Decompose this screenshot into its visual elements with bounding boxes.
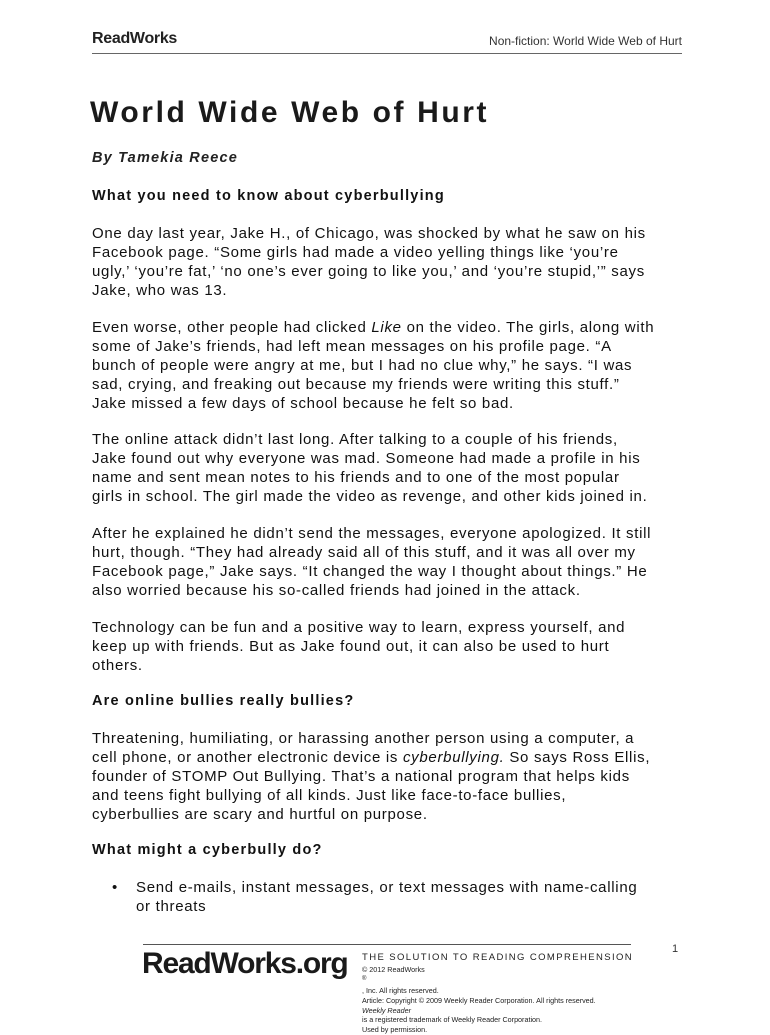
bullet-line: or threats bbox=[136, 898, 207, 915]
page-header bbox=[92, 28, 682, 52]
paragraph-line: sad, crying, and freaking out because my friends were writing this stuff.” bbox=[92, 376, 620, 393]
text-run: is a registered trademark of Weekly Reader Corporation. bbox=[362, 1015, 543, 1025]
section-heading-online-bullies: Are online bullies really bullies? bbox=[92, 693, 355, 709]
paragraph-line: cyberbullies are scary and hurtful on purpose. bbox=[92, 806, 428, 823]
paragraph-line: Facebook page,” Jake says. “It changed the way I thought about things.” He bbox=[92, 563, 648, 580]
text-run: © 2012 ReadWorks bbox=[362, 965, 425, 974]
footer-divider bbox=[143, 944, 631, 945]
paragraph-line: ugly,’ ‘you’re fat,’ ‘no one’s ever going to like you,’ and ‘you’re stupid,’” says bbox=[92, 263, 645, 280]
article-byline: By Tamekia Reece bbox=[92, 150, 239, 166]
paragraph-line: Technology can be fun and a positive way to learn, express yourself, and bbox=[92, 619, 626, 636]
text-run: So says Ross Ellis, bbox=[504, 749, 651, 766]
paragraph-line: The online attack didn’t last long. After talking to a couple of his friends, bbox=[92, 431, 618, 448]
bullet-text bbox=[136, 878, 696, 916]
text-run: , Inc. All rights reserved. bbox=[362, 985, 439, 995]
paragraph-line: Facebook page. “Some girls had made a video yelling things like ‘you’re bbox=[92, 244, 619, 261]
article-copyright-line: Article: Copyright © 2009 Weekly Reader Corporation. All rights reserved. bbox=[362, 995, 596, 1005]
paragraph-line: Jake, who was 13. bbox=[92, 282, 228, 299]
paragraph-5 bbox=[92, 618, 692, 675]
paragraph-3 bbox=[92, 430, 692, 506]
paragraph-line: others. bbox=[92, 657, 143, 674]
paragraph-line: After he explained he didn’t send the messages, everyone apologized. It still bbox=[92, 525, 652, 542]
paragraph-line: keep up with friends. But as Jake found out, it can also be used to hurt bbox=[92, 638, 610, 655]
copyright-line bbox=[362, 965, 596, 996]
permission-line: Used by permission. bbox=[362, 1025, 428, 1035]
text-run: Even worse, other people had clicked bbox=[92, 319, 372, 336]
header-divider bbox=[92, 53, 682, 54]
registered-mark: ® bbox=[362, 975, 367, 982]
footer-legal-text bbox=[362, 965, 596, 1035]
section-heading-cyberbullying: What you need to know about cyberbullying bbox=[92, 188, 445, 204]
article-title: World Wide Web of Hurt bbox=[90, 96, 490, 129]
trademark-name: Weekly Reader bbox=[362, 1005, 412, 1015]
header-genre-title: Non-fiction: World Wide Web of Hurt bbox=[489, 34, 682, 48]
like-emphasis: Like bbox=[371, 319, 402, 336]
paragraph-line: Jake missed a few days of school because he felt so bad. bbox=[92, 395, 514, 412]
paragraph-6 bbox=[92, 729, 692, 824]
paragraph-line: girls in school. The girl made the video as revenge, and other kids joined in. bbox=[92, 488, 648, 505]
paragraph-line: founder of STOMP Out Bullying. That’s a national program that helps kids bbox=[92, 768, 630, 785]
bullet-line: Send e-mails, instant messages, or text messages with name-calling bbox=[136, 879, 638, 896]
bullet-icon: • bbox=[112, 879, 118, 896]
readworks-logo: ReadWorks.org bbox=[142, 947, 348, 980]
paragraph-line: Jake found out why everyone was mad. Someone had made a profile in his bbox=[92, 450, 641, 467]
paragraph-line bbox=[92, 748, 692, 767]
paragraph-4 bbox=[92, 524, 692, 600]
cyberbullying-emphasis: cyberbullying. bbox=[402, 749, 505, 766]
paragraph-1 bbox=[92, 224, 692, 300]
footer-tagline: THE SOLUTION TO READING COMPREHENSION bbox=[362, 952, 634, 963]
paragraph-line: bunch of people were angry at me, but I had no clue why,” he says. “I was bbox=[92, 357, 633, 374]
header-brand-logo: ReadWorks bbox=[92, 30, 178, 47]
paragraph-line: also worried because his so-called friends had joined in the attack. bbox=[92, 582, 581, 599]
page-number: 1 bbox=[672, 943, 679, 955]
paragraph-line: some of Jake’s friends, had left mean messages on his profile page. “A bbox=[92, 338, 612, 355]
paragraph-2 bbox=[92, 318, 692, 413]
paragraph-line: hurt, though. “They had already said all of this stuff, and it was all over my bbox=[92, 544, 636, 561]
paragraph-line: and teens fight bullying of all kinds. Just like face-to-face bullies, bbox=[92, 787, 567, 804]
text-run: on the video. The girls, along with bbox=[401, 319, 655, 336]
section-heading-cyberbully-actions: What might a cyberbully do? bbox=[92, 842, 323, 858]
paragraph-line bbox=[92, 318, 692, 337]
paragraph-line: name and sent mean notes to his friends and to one of the most popular bbox=[92, 469, 620, 486]
trademark-line bbox=[362, 1006, 596, 1026]
text-run: cell phone, or another electronic device is bbox=[92, 749, 403, 766]
paragraph-line: One day last year, Jake H., of Chicago, was shocked by what he saw on his bbox=[92, 225, 646, 242]
paragraph-line: Threatening, humiliating, or harassing another person using a computer, a bbox=[92, 730, 635, 747]
